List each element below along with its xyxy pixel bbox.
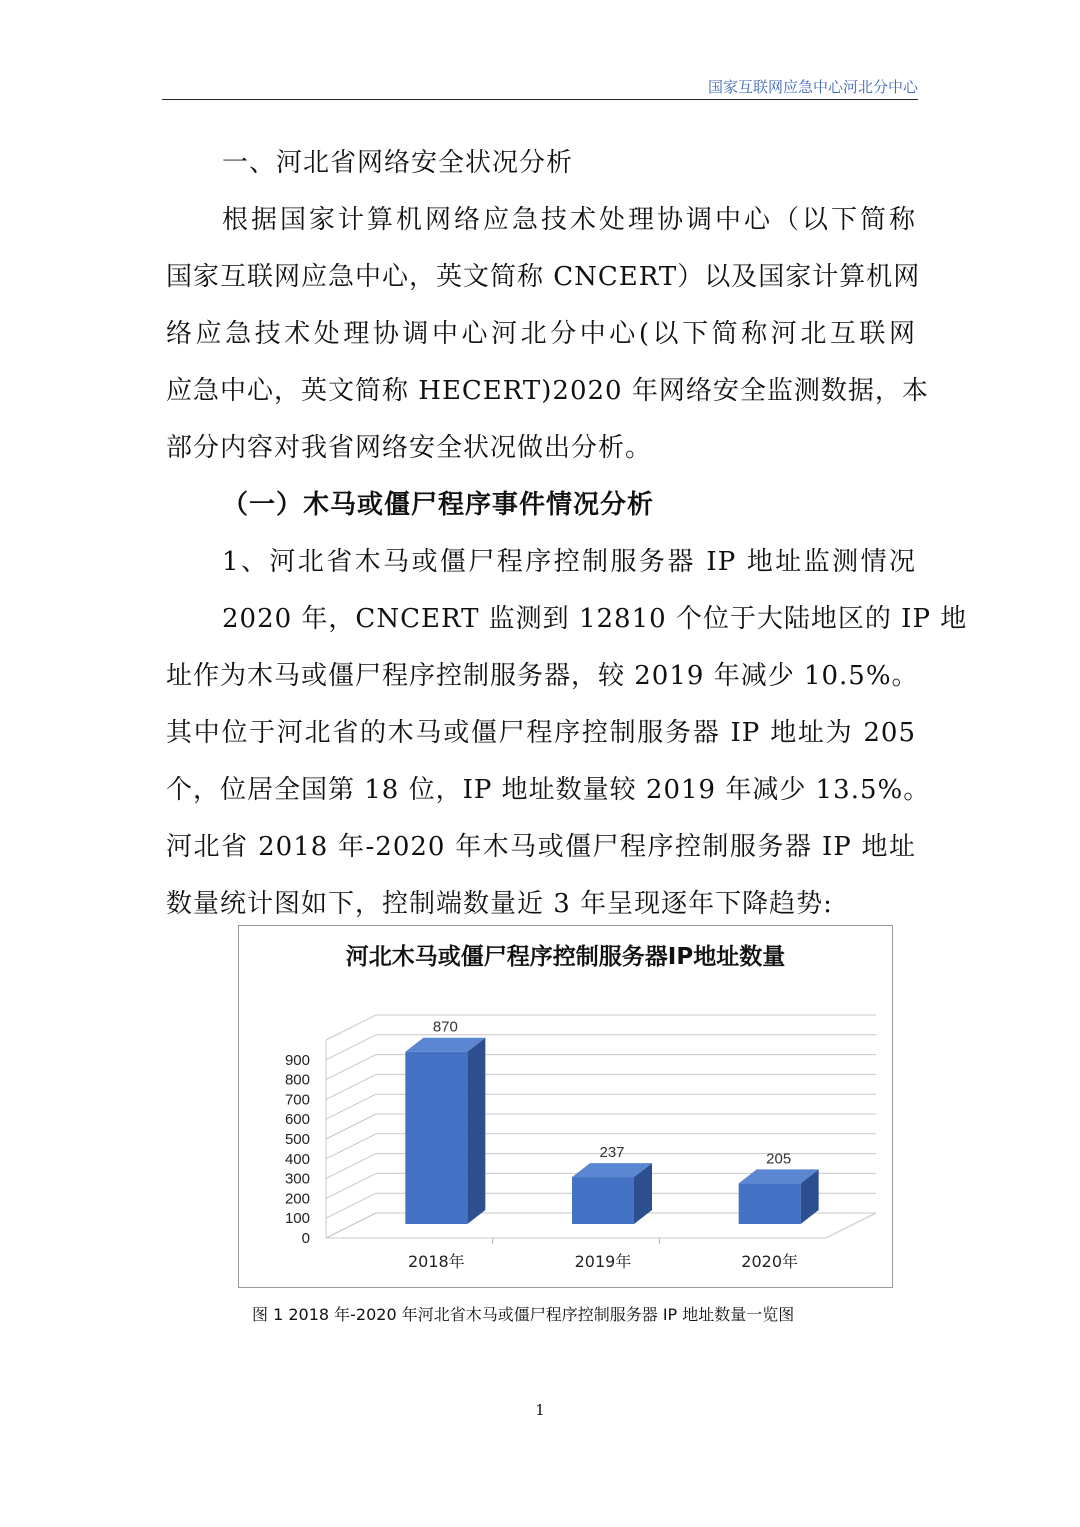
x-tick-label: 2020年 (741, 1252, 799, 1271)
figure-caption: 图 1 2018 年-2020 年河北省木马或僵尸程序控制服务器 IP 地址数量一览图 (252, 1305, 795, 1324)
bar (739, 1183, 801, 1224)
data-label: 205 (766, 1150, 792, 1168)
body-line-2: 址作为木马或僵尸程序控制服务器，较 2019 年减少 10.5%。 (166, 661, 919, 691)
bar (405, 1052, 467, 1224)
intro-line-1: 根据国家计算机网络应急技术处理协调中心（以下简称 (222, 205, 916, 235)
y-tick-label: 900 (284, 1051, 310, 1069)
side-gridline (326, 1173, 376, 1198)
item-heading: 1、河北省木马或僵尸程序控制服务器 IP 地址监测情况 (222, 547, 916, 577)
page-number: 1 (535, 1401, 545, 1419)
y-tick-label: 200 (284, 1190, 310, 1208)
chart-frame (238, 925, 893, 1288)
y-tick-label: 0 (301, 1230, 310, 1247)
body-line-1: 2020 年，CNCERT 监测到 12810 个位于大陆地区的 IP 地 (222, 604, 968, 634)
x-tick-label: 2019年 (574, 1252, 632, 1271)
intro-line-4: 应急中心，英文简称 HECERT)2020 年网络安全监测数据，本 (166, 376, 929, 406)
side-gridline (326, 1035, 376, 1060)
side-gridline (326, 1193, 376, 1218)
header-divider (162, 99, 918, 100)
bar-chart (239, 926, 892, 1287)
side-gridline (326, 1134, 376, 1159)
body-line-5: 河北省 2018 年-2020 年木马或僵尸程序控制服务器 IP 地址 (166, 832, 916, 862)
y-tick-label: 600 (284, 1111, 310, 1129)
side-gridline (326, 1015, 376, 1040)
x-tick-label: 2018年 (407, 1252, 465, 1271)
page-header: 国家互联网应急中心河北分中心 (707, 78, 918, 96)
y-tick-label: 100 (284, 1210, 310, 1228)
side-gridline (326, 1154, 376, 1179)
body-line-6: 数量统计图如下，控制端数量近 3 年呈现逐年下降趋势: (166, 889, 833, 919)
chart-title: 河北木马或僵尸程序控制服务器IP地址数量 (345, 944, 786, 970)
side-gridline (326, 1094, 376, 1119)
intro-line-5: 部分内容对我省网络安全状况做出分析。 (166, 433, 653, 463)
side-gridline (326, 1114, 376, 1139)
intro-line-2: 国家互联网应急中心，英文简称 CNCERT）以及国家计算机网 (166, 262, 921, 292)
bar (572, 1177, 634, 1224)
data-label: 870 (432, 1018, 458, 1036)
y-tick-label: 800 (284, 1071, 310, 1089)
side-gridline (326, 1074, 376, 1099)
y-tick-label: 700 (284, 1091, 310, 1109)
data-label: 237 (599, 1144, 625, 1162)
side-gridline (326, 1055, 376, 1080)
bar-side (467, 1038, 485, 1224)
y-tick-label: 500 (284, 1131, 310, 1148)
y-tick-label: 300 (284, 1170, 310, 1188)
y-tick-label: 400 (284, 1150, 310, 1168)
body-line-3: 其中位于河北省的木马或僵尸程序控制服务器 IP 地址为 205 (166, 718, 916, 748)
body-line-4: 个，位居全国第 18 位，IP 地址数量较 2019 年减少 13.5%。 (166, 775, 931, 805)
intro-line-3: 络应急技术处理协调中心河北分中心(以下简称河北互联网 (166, 319, 916, 349)
section-heading: 一、河北省网络安全状况分析 (222, 148, 574, 178)
subsection-heading: （一）木马或僵尸程序事件情况分析 (222, 490, 655, 520)
